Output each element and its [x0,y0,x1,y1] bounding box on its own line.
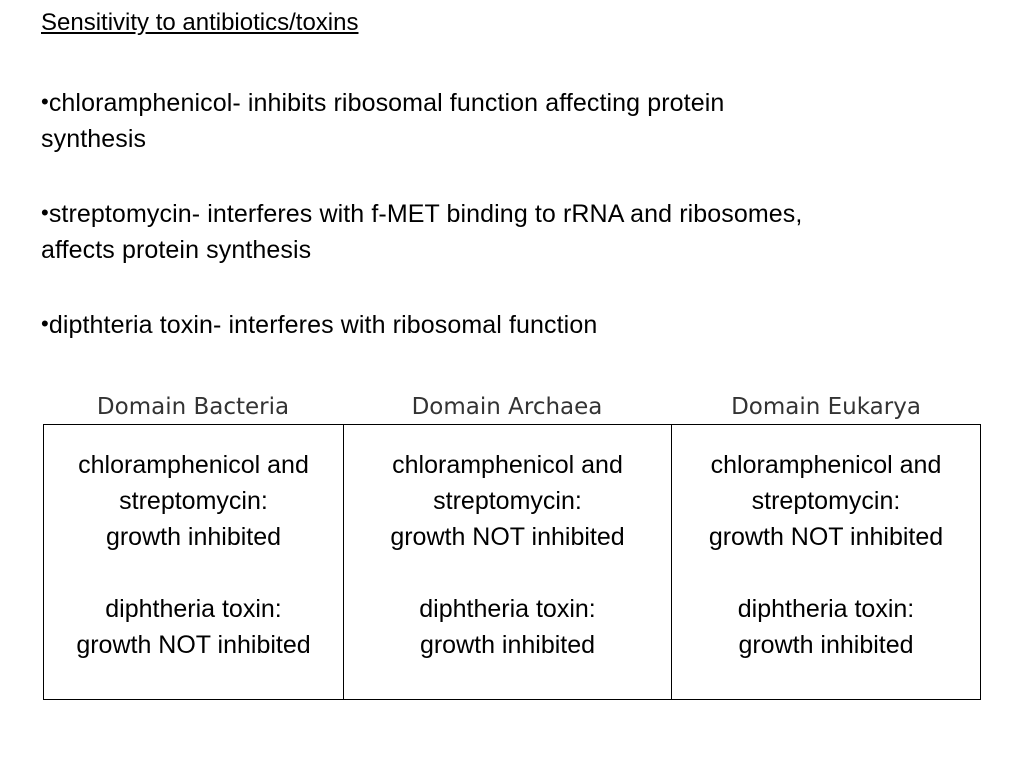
domain-headings [43,390,981,424]
heading-domain-eukarya: Domain Eukarya [731,394,921,420]
cell-archaea [344,425,672,699]
bullet-text-line1: dipthteria toxin- interferes with ribosomal function [48,311,598,339]
toxin-result [344,591,671,663]
cell-line: streptomycin: [751,487,901,515]
toxin-result [44,591,343,663]
heading-domain-archaea: Domain Archaea [411,394,603,420]
cell-line: chloramphenicol and [78,451,309,479]
cell-bacteria [44,425,344,699]
bullet-icon: • [41,200,49,225]
cell-line: growth NOT inhibited [390,523,625,551]
bullet-text-line2: affects protein synthesis [41,236,312,264]
bullet-text-line1: streptomycin- interferes with f-MET binding to rRNA and ribosomes, [48,200,803,228]
cell-line: growth inhibited [105,523,282,551]
bullet-item-diphtheria [41,306,1001,343]
cell-line: diphtheria toxin: [737,595,915,623]
antibiotic-result [44,447,343,555]
bullet-text-line1: chloramphenicol- inhibits ribosomal function affecting protein [48,89,725,117]
cell-line: streptomycin: [119,487,268,515]
cell-line: growth inhibited [738,631,914,659]
cell-eukarya [672,425,980,699]
sensitivity-table [43,424,981,700]
cell-line: growth inhibited [419,631,596,659]
antibiotic-result [672,447,980,555]
bullet-item-chloramphenicol [41,84,1001,157]
bullet-icon: • [41,311,49,336]
bullet-icon: • [41,89,49,114]
cell-line: growth NOT inhibited [76,631,311,659]
cell-line: diphtheria toxin: [419,595,596,623]
toxin-result [672,591,980,663]
bullet-text-line2: synthesis [41,125,147,153]
cell-line: chloramphenicol and [710,451,942,479]
cell-line: growth NOT inhibited [708,523,944,551]
cell-line: chloramphenicol and [392,451,623,479]
cell-line: diphtheria toxin: [105,595,282,623]
bullet-item-streptomycin [41,195,1001,268]
cell-line: streptomycin: [433,487,582,515]
heading-domain-bacteria: Domain Bacteria [96,394,290,420]
antibiotic-result [344,447,671,555]
bullet-list [41,84,1001,381]
page-title: Sensitivity to antibiotics/toxins [41,9,359,36]
